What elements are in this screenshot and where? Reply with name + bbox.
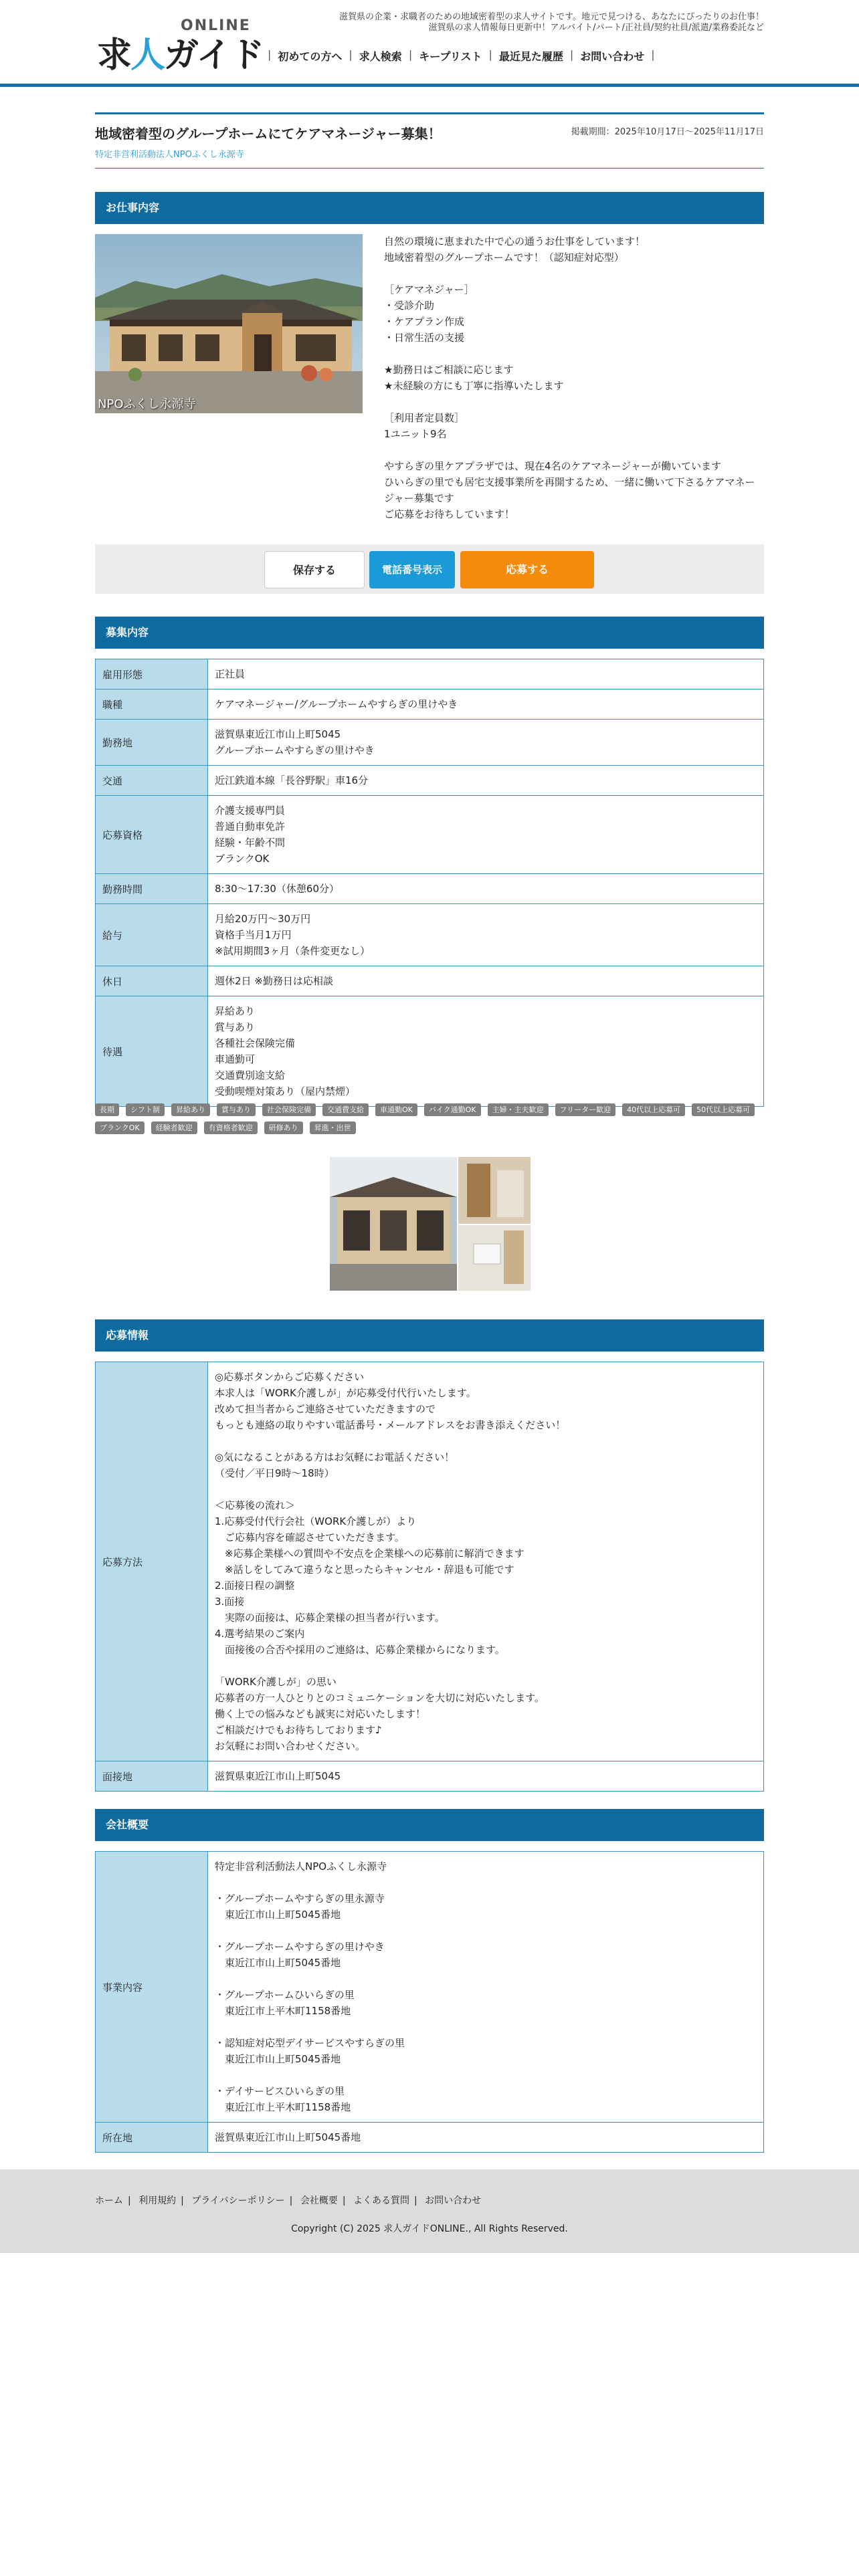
feature-tag: ブランクOK (95, 1121, 145, 1134)
footer-link-privacy[interactable]: プライバシーポリシー (191, 2195, 285, 2206)
row-value: 介護支援専門員 普通自動車免許 経験・年齢不問 ブランクOK (208, 796, 764, 874)
feature-tag: 40代以上応募可 (622, 1103, 685, 1116)
feature-tag: 車通勤OK (375, 1103, 417, 1116)
row-value: 正社員 (208, 659, 764, 689)
row-value: 滋賀県東近江市山上町5045番地 (208, 2123, 764, 2153)
table-row (96, 796, 764, 874)
footer-links: ホーム | 利用規約 | プライバシーポリシー | 会社概要 | よくある質問 | お問い合わせ (95, 2195, 482, 2206)
row-label: 職種 (96, 689, 208, 720)
site-logo[interactable] (97, 15, 264, 76)
job-title: 地域密着型のグループホームにてケアマネージャー募集！ (95, 126, 442, 142)
nav-first-time[interactable]: 初めての方へ (278, 50, 343, 63)
row-label: 事業内容 (96, 1852, 208, 2123)
row-label: 交通 (96, 766, 208, 796)
feature-tag: 昇給あり (171, 1103, 210, 1116)
table-row (96, 720, 764, 766)
feature-tag: シフト制 (126, 1103, 165, 1116)
job-description: 自然の環境に恵まれた中で心の通うお仕事をしています！ 地域密着型のグループホームです！（認知症対応型） ［ケアマネジャー］ ・受診介助 ・ケアプラン作成 ・日常生活の支援 ★勤務日はご相談に応じます ★未経験の方にも丁寧に指導いたします ［利用者定員数］ 1ユニット9名 やすらぎの里ケアプラザでは、現在4名のケアマネージャーが働いています ひいらぎの里でも居宅支援事業所を再開するため、一緒に働いて下さるケアマネージャー募集です ご応募をお待ちしています！ (384, 235, 755, 520)
interior-photo-image (330, 1157, 531, 1291)
table-row (96, 2123, 764, 2153)
row-value: 週休2日 ※勤務日は応相談 (208, 966, 764, 996)
main-nav: | 初めての方へ | 求人検索 | キープリスト | 最近見た履歴 | お問い合わせ | (268, 48, 655, 63)
table-row (96, 1362, 764, 1761)
table-row (96, 996, 764, 1107)
footer-link-terms[interactable]: 利用規約 (138, 2195, 177, 2206)
table-row (96, 966, 764, 996)
row-label: 勤務地 (96, 720, 208, 766)
row-label: 休日 (96, 966, 208, 996)
application-table (95, 1362, 764, 1792)
site-tagline: 滋賀県の企業・求職者のための地域密着型の求人サイトです。地元で見つける、あなたにぴったりのお仕事！ 滋賀県の求人情報毎日更新中！アルバイト/パート/正社員/契約社員/派遣/業務委託など (339, 12, 764, 33)
row-label: 応募方法 (96, 1362, 208, 1761)
row-label: 面接地 (96, 1761, 208, 1792)
row-label: 雇用形態 (96, 659, 208, 689)
table-row (96, 1761, 764, 1792)
row-value: ケアマネージャー/グループホームやすらぎの里けやき (208, 689, 764, 720)
row-value: 滋賀県東近江市山上町5045 (208, 1761, 764, 1792)
row-label: 勤務時間 (96, 874, 208, 904)
row-label: 応募資格 (96, 796, 208, 874)
save-button[interactable]: 保存する (264, 551, 365, 588)
row-value: 特定非営利活動法人NPOふくし永源寺 ・グループホームやすらぎの里永源寺 東近江市山上町5045番地 ・グループホームやすらぎの里けやき 東近江市山上町5045番地 ・グループホームひいらぎの里 東近江市上平木町1158番地 ・認知症対応型デイサービスやすらぎの里 東近江市山上町5045番地 ・デイサービスひいらぎの里 東近江市上平木町1158番地 (208, 1852, 764, 2123)
feature-tag: バイク通勤OK (424, 1103, 481, 1116)
company-link[interactable]: 特定非営利活動法人NPOふくし永源寺 (95, 150, 244, 160)
feature-tag: 長期 (95, 1103, 119, 1116)
feature-tag: 主婦・主夫歓迎 (488, 1103, 549, 1116)
footer-link-faq[interactable]: よくある質問 (353, 2195, 409, 2206)
facility-photo-caption: NPOふくし永源寺 (98, 397, 196, 411)
row-value: 滋賀県東近江市山上町5045 グループホームやすらぎの里けやき (208, 720, 764, 766)
feature-tag: 社会保険完備 (262, 1103, 316, 1116)
feature-tag: 経験者歓迎 (151, 1121, 197, 1134)
posting-period: 掲載期間：2025年10月17日〜2025年11月17日 (571, 127, 764, 137)
feature-tag: 50代以上応募可 (692, 1103, 755, 1116)
nav-recent-history[interactable]: 最近見た履歴 (498, 50, 563, 63)
table-row (96, 1852, 764, 2123)
interior-photo (330, 1157, 531, 1291)
section-header-company: 会社概要 (95, 1809, 764, 1841)
feature-tags (95, 1103, 764, 1134)
footer-link-contact[interactable]: お問い合わせ (425, 2195, 482, 2206)
logo-main-text: 求人ガイド (97, 35, 264, 76)
table-row (96, 659, 764, 689)
site-header (0, 0, 859, 87)
feature-tag: 有資格者歓迎 (204, 1121, 258, 1134)
table-row (96, 904, 764, 966)
row-label: 待遇 (96, 996, 208, 1107)
job-title-area (95, 112, 764, 169)
row-label: 所在地 (96, 2123, 208, 2153)
footer-link-company[interactable]: 会社概要 (300, 2195, 338, 2206)
site-footer (0, 2169, 859, 2253)
copyright: Copyright (C) 2025 求人ガイドONLINE., All Rights Reserved. (291, 2224, 568, 2234)
action-buttons (95, 544, 764, 594)
company-table (95, 1851, 764, 2153)
nav-keep-list[interactable]: キープリスト (419, 50, 482, 63)
show-phone-button[interactable]: 電話番号表示 (369, 551, 455, 588)
section-header-application: 応募情報 (95, 1319, 764, 1352)
row-value: 近江鉄道本線「長谷野駅」車16分 (208, 766, 764, 796)
section-header-recruitment: 募集内容 (95, 617, 764, 649)
nav-contact[interactable]: お問い合わせ (580, 50, 645, 63)
feature-tag: 研修あり (264, 1121, 303, 1134)
row-value: 昇給あり 賞与あり 各種社会保険完備 車通勤可 交通費別途支給 受動喫煙対策あり（屋内禁煙） (208, 996, 764, 1107)
feature-tag: 賞与あり (217, 1103, 256, 1116)
table-row (96, 689, 764, 720)
footer-link-home[interactable]: ホーム (95, 2195, 123, 2206)
row-label: 給与 (96, 904, 208, 966)
table-row (96, 766, 764, 796)
section-header-job-content: お仕事内容 (95, 192, 764, 224)
row-value: ◎応募ボタンからご応募ください 本求人は「WORK介護しが」が応募受付代行いたします。 改めて担当者からご連絡させていただきますので もっとも連絡の取りやすい電話番号・メールアドレスをお書き添えください！ ◎気になることがある方はお気軽にお電話ください！ （受付／平日9時〜18時） ＜応募後の流れ＞ 1.応募受付代行会社（WORK介護しが）より ご応募内容を確認させていただきます。 ※応募企業様への質問や不安点を企業様への応募前に解消できます ※話しをしてみて違うなと思ったらキャンセル・辞退も可能です 2.面接日程の調整 3.面接 実際の面接は、応募企業様の担当者が行います。 4.選考結果のご案内 面接後の合否や採用のご連絡は、応募企業様からになります。 「WORK介護しが」の思い 応募者の方一人ひとりとのコミュニケーションを大切に対応いたします。 働く上での悩みなども誠実に対応いたします！ ご相談だけでもお待ちしております♪ お気軽にお問い合わせください。 (208, 1362, 764, 1761)
table-row (96, 874, 764, 904)
nav-job-search[interactable]: 求人検索 (359, 50, 402, 63)
recruitment-table (95, 659, 764, 1107)
feature-tag: 昇進・出世 (310, 1121, 356, 1134)
facility-photo-image (95, 234, 363, 413)
row-value: 8:30〜17:30（休憩60分） (208, 874, 764, 904)
logo-online-text: ONLINE (181, 17, 251, 34)
row-value: 月給20万円〜30万円 資格手当月1万円 ※試用期間3ヶ月（条件変更なし） (208, 904, 764, 966)
feature-tag: 交通費支給 (322, 1103, 369, 1116)
apply-button[interactable]: 応募する (460, 551, 594, 588)
facility-photo (95, 234, 363, 413)
feature-tag: フリーター歓迎 (555, 1103, 616, 1116)
